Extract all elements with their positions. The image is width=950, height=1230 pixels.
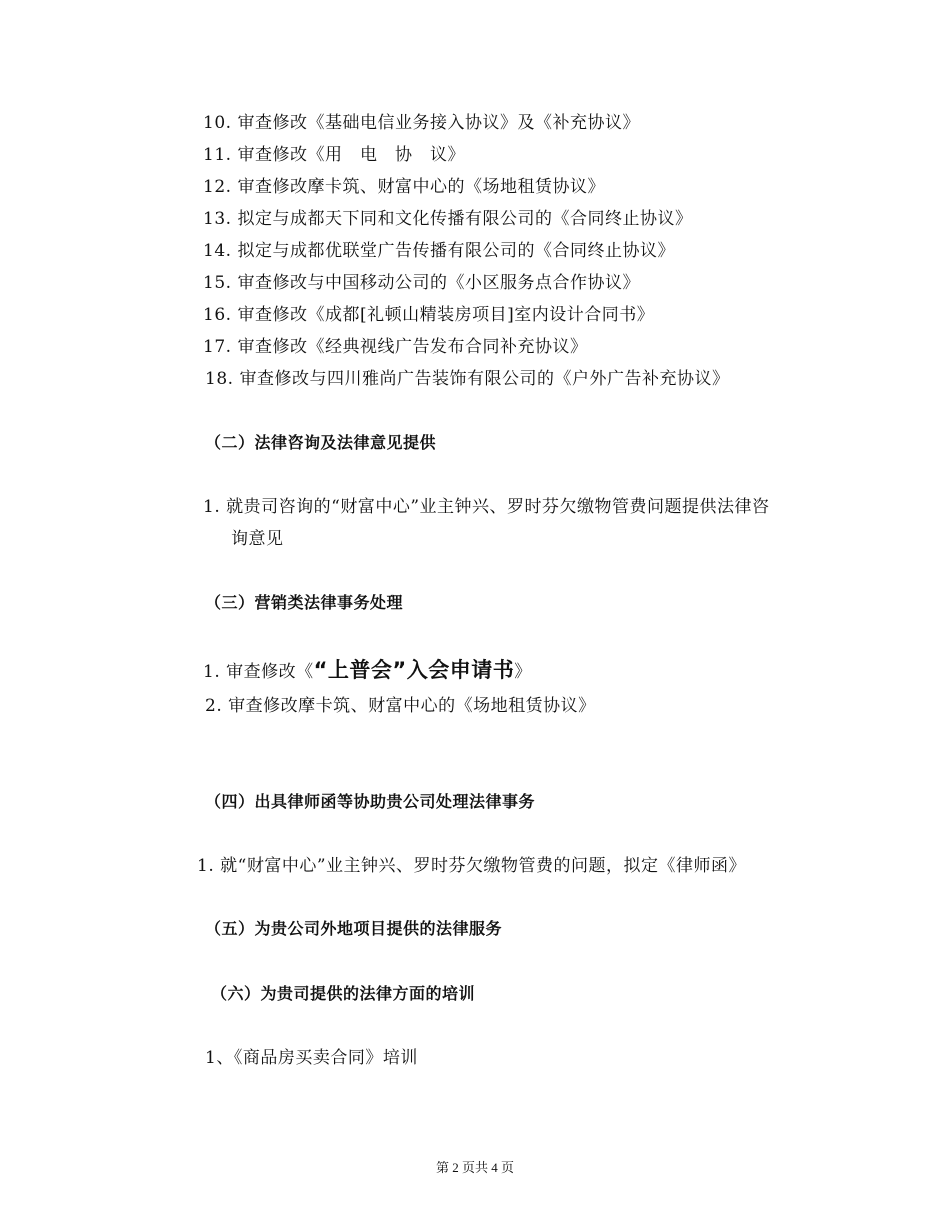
section-heading-remote-projects: （五）为贵公司外地项目提供的法律服务 — [205, 919, 503, 938]
contract-item-15: 15. 审查修改与中国移动公司的《小区服务点合作协议》 — [203, 273, 640, 293]
contract-item-16: 16. 审查修改《成都[礼顿山精装房项目]室内设计合同书》 — [203, 305, 655, 325]
section-heading-training: （六）为贵司提供的法律方面的培训 — [211, 984, 476, 1003]
consulting-item-1-cont: 询意见 — [231, 529, 284, 549]
marketing-item-1-suffix: 》 — [514, 662, 532, 682]
contract-item-10: 10. 审查修改《基础电信业务接入协议》及《补充协议》 — [203, 113, 640, 133]
contract-item-17: 17. 审查修改《经典视线广告发布合同补充协议》 — [203, 337, 588, 357]
marketing-item-1-prefix: 1. 审查修改《 — [203, 662, 314, 682]
section-heading-lawyer-letter: （四）出具律师函等协助贵公司处理法律事务 — [205, 792, 536, 811]
page-footer: 第 2 页共 4 页 — [435, 1160, 514, 1175]
marketing-item-1 — [203, 659, 532, 683]
section-heading-consulting: （二）法律咨询及法律意见提供 — [205, 433, 437, 452]
contract-item-13: 13. 拟定与成都天下同和文化传播有限公司的《合同终止协议》 — [203, 209, 693, 229]
lawyer-letter-item-1: 1. 就“财富中心”业主钟兴、罗时芬欠缴物管费的问题，拟定《律师函》 — [197, 856, 747, 876]
marketing-item-2: 2. 审查修改摩卡筑、财富中心的《场地租赁协议》 — [205, 696, 596, 716]
contract-item-11: 11. 审查修改《用 电 协 议》 — [203, 145, 465, 165]
contract-item-14: 14. 拟定与成都优联堂广告传播有限公司的《合同终止协议》 — [203, 241, 675, 261]
contract-item-12: 12. 审查修改摩卡筑、财富中心的《场地租赁协议》 — [203, 177, 605, 197]
consulting-item-1: 1. 就贵司咨询的“财富中心”业主钟兴、罗时芬欠缴物管费问题提供法律咨 — [203, 497, 770, 517]
section-heading-marketing: （三）营销类法律事务处理 — [205, 593, 404, 612]
contract-item-18: 18. 审查修改与四川雅尚广告装饰有限公司的《户外广告补充协议》 — [205, 369, 730, 389]
training-item-1: 1、《商品房买卖合同》培训 — [205, 1048, 418, 1068]
marketing-item-1-title: “上普会”入会申请书 — [313, 658, 515, 682]
